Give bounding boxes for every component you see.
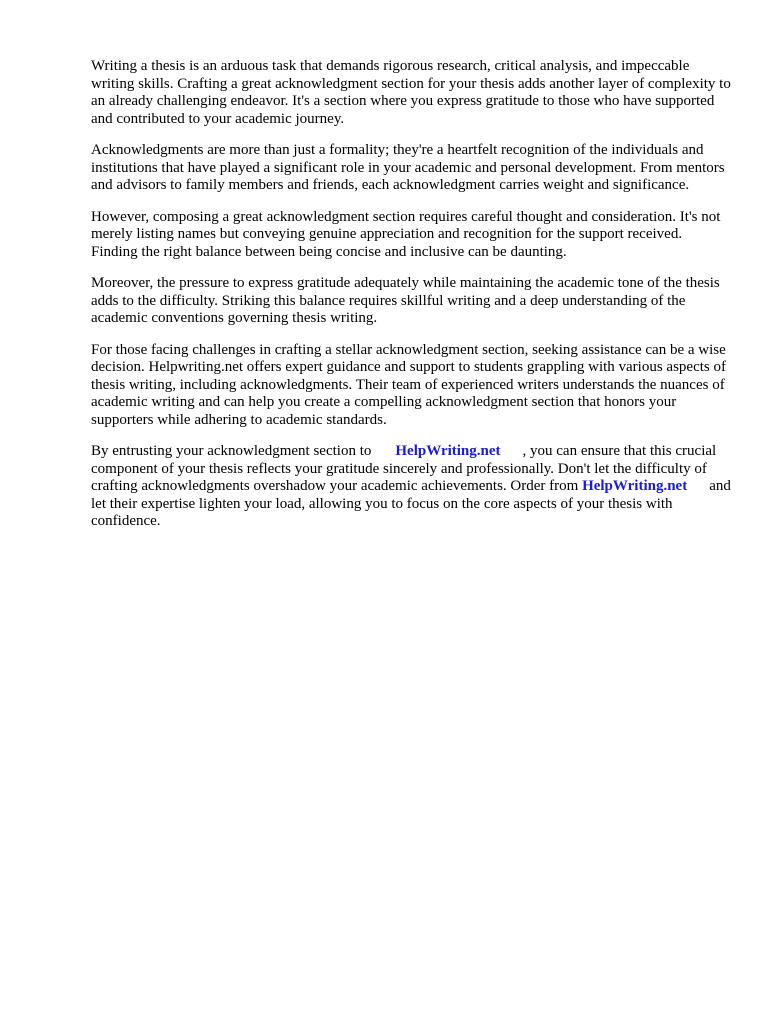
closing-text-1: By entrusting your acknowledgment section to [91,443,372,459]
paragraph-assistance: For those facing challenges in crafting a stellar acknowledgment section, seeking assistance can be a wise decision. Helpwriting.net offers expert guidance and support to students grappling with various aspects of thesis writing, including acknowledgments. Their team of experienced writers understands the nuances of academic writing and can help you create a compelling acknowledgment section that honors your supporters while adhering to academic standards. [91,341,726,428]
helpwriting-link-2[interactable]: HelpWriting.net [582,478,688,494]
document-body [91,58,731,545]
closing-text-3: and let their expertise lighten your load, allowing you to focus on the core aspects of your thesis with confidence. [91,478,731,529]
paragraph-closing [91,443,731,531]
paragraph-pressure: Moreover, the pressure to express gratitude adequately while maintaining the academic tone of the thesis adds to the difficulty. Striking this balance requires skillful writing and a deep understanding of the academic conventions governing thesis writing. [91,275,720,326]
paragraph-acknowledgments-meaning: Acknowledgments are more than just a formality; they're a heartfelt recognition of the individuals and institutions that have played a significant role in your academic and personal development. From mentors and advisors to family members and friends, each acknowledgment carries weight and significance. [91,142,725,193]
helpwriting-link-1[interactable]: HelpWriting.net [395,443,501,459]
paragraph-composing-challenge: However, composing a great acknowledgment section requires careful thought and consideration. It's not merely listing names but conveying genuine appreciation and recognition for the support received. Finding the right balance between being concise and inclusive can be daunting. [91,208,721,260]
closing-text-2: , you can ensure that this crucial component of your thesis reflects your gratitude sincerely and professionally. Don't let the difficulty of crafting acknowledgments overshadow your academic achievements. Order from [91,443,717,494]
paragraph-intro: Writing a thesis is an arduous task that demands rigorous research, critical analysis, and impeccable writing skills. Crafting a great acknowledgment section for your thesis adds another layer of complexity to an already challenging endeavor. It's a section where you express gratitude to those who have supported and contributed to your academic journey. [91,58,731,127]
